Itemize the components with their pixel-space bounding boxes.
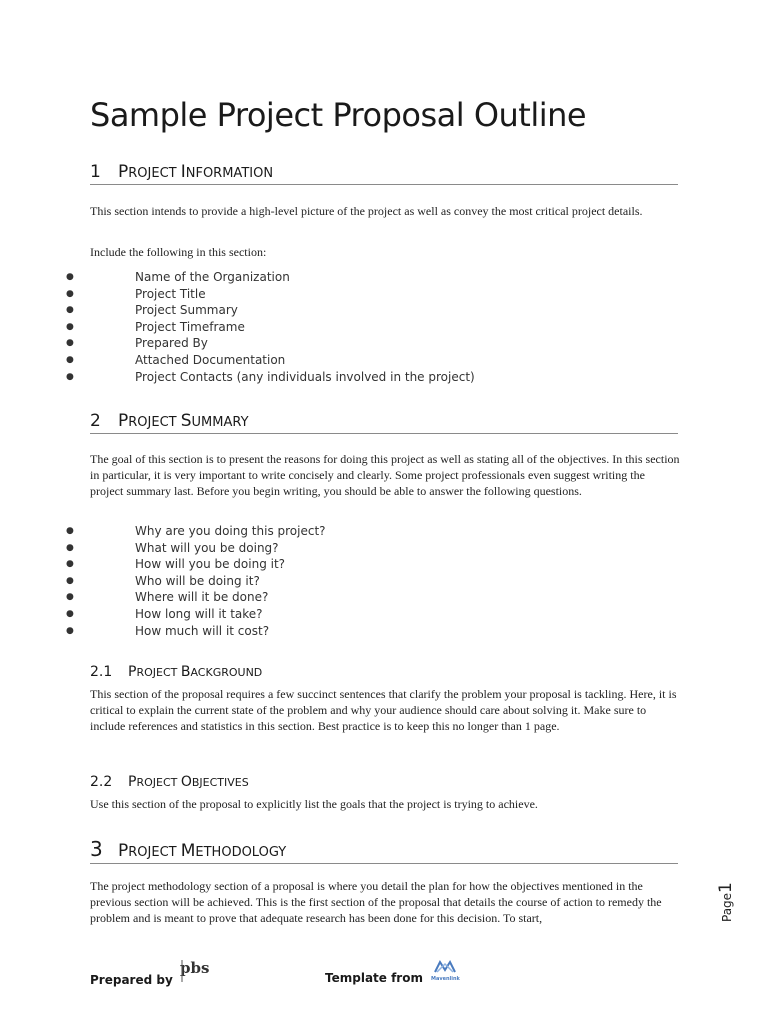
list-item: ● Prepared By <box>66 336 208 351</box>
document-title: Sample Project Proposal Outline <box>90 96 587 134</box>
heading-initial: S <box>180 411 192 431</box>
bullet-icon: ● <box>66 575 74 586</box>
list-item: ● How will you be doing it? <box>66 557 286 572</box>
heading-initial: P <box>128 774 137 790</box>
heading-smallcaps: UMMARY <box>191 415 249 430</box>
heading-smallcaps: BJECTIVES <box>191 776 249 789</box>
heading-initial: P <box>118 411 129 431</box>
heading-smallcaps: ROJECT <box>128 415 181 430</box>
heading-smallcaps: ROJECT <box>136 776 181 789</box>
list-item: ● Project Timeframe <box>66 319 245 334</box>
heading-initial: P <box>128 664 137 680</box>
pbs-logo <box>179 958 209 987</box>
bullet-icon: ● <box>66 321 74 332</box>
section-1-include: Include the following in this section: <box>90 245 267 259</box>
page-number-value: 1 <box>716 882 736 893</box>
list-item: ● Why are you doing this project? <box>66 524 326 538</box>
page-label: Page <box>720 892 734 922</box>
page-number <box>716 874 746 924</box>
footer-template-from <box>325 958 461 985</box>
heading-smallcaps: ETHODOLOGY <box>195 845 287 860</box>
heading-smallcaps: ROJECT <box>128 845 181 860</box>
heading-smallcaps: ACKGROUND <box>190 666 263 679</box>
heading-initial: P <box>118 162 129 182</box>
bullet-icon: ● <box>66 338 74 349</box>
bullet-icon: ● <box>66 608 74 619</box>
bullet-icon: ● <box>66 305 74 316</box>
list-item: ● Who will be doing it? <box>66 573 260 588</box>
footer-prepared-by <box>90 958 209 987</box>
section-2-2-text: Use this section of the proposal to explicitly list the goals that the project is trying to achieve. <box>90 797 538 811</box>
section-1-list <box>0 269 600 385</box>
list-item: ● Where will it be done? <box>66 590 269 605</box>
heading-initial: I <box>180 162 186 182</box>
section-2-1-heading <box>90 664 262 680</box>
section-number: 2 <box>90 411 101 431</box>
heading-initial: O <box>180 774 192 790</box>
bullet-icon: ● <box>66 272 74 282</box>
mavenlink-logo <box>429 958 461 985</box>
section-3-heading <box>90 837 678 864</box>
section-2-2-heading <box>90 774 249 790</box>
svg-text:pbs: pbs <box>179 959 209 977</box>
bullet-icon: ● <box>66 592 74 603</box>
section-3-text: The project methodology section of a proposal is where you detail the plan for how the objectives mentioned in the previous section will be achieved. This is the first section of the proposal that details the course of action to remedy the problem and is meant to prove that adequate research has been done for this decision. To start, <box>90 879 662 925</box>
section-2-1-text: This section of the proposal requires a few succinct sentences that clarify the problem your proposal is tackling. Here, it is critical to explain the current state of the problem and why your audience should care about solving it. Make sure to include references and statistics in this section. Best practice is to keep this no longer than 1 page. <box>90 687 677 733</box>
list-item: ● Project Summary <box>66 303 238 318</box>
section-2-list <box>0 523 600 639</box>
section-2-intro: The goal of this section is to present the reasons for doing this project as well as stating all of the objectives. In this section in particular, it is very important to write concisely and clearly. Some project professionals even suggest writing the project summary last. Before you begin writing, you should be able to answer the following questions. <box>90 452 680 498</box>
section-number: 2.2 <box>90 774 113 790</box>
section-number: 2.1 <box>90 664 113 680</box>
bullet-icon: ● <box>66 625 74 636</box>
heading-smallcaps: ROJECT <box>136 666 181 679</box>
svg-text:Mavenlink: Mavenlink <box>430 976 460 982</box>
section-1-intro: This section intends to provide a high-level picture of the project as well as convey the most critical project details. <box>90 204 643 218</box>
list-item: ● Project Contacts (any individuals involved in the project) <box>66 369 475 384</box>
list-item: ● Name of the Organization <box>66 270 290 284</box>
list-item: ● How much will it cost? <box>66 623 270 638</box>
list-item: ● What will you be doing? <box>66 540 279 555</box>
section-2-heading <box>90 411 678 434</box>
section-1-heading <box>90 162 678 185</box>
list-item: ● Attached Documentation <box>66 352 286 367</box>
list-item: ● Project Title <box>66 286 206 301</box>
bullet-icon: ● <box>66 371 74 382</box>
section-number: 1 <box>90 162 101 182</box>
bullet-icon: ● <box>66 542 74 553</box>
section-number: 3 <box>90 837 103 861</box>
list-item: ● How long will it take? <box>66 606 263 621</box>
heading-smallcaps: NFORMATION <box>185 166 274 181</box>
bullet-icon: ● <box>66 288 74 299</box>
heading-initial: P <box>118 841 129 861</box>
template-from-label: Template from <box>325 971 423 985</box>
heading-initial: M <box>180 841 196 861</box>
heading-initial: B <box>180 664 191 680</box>
bullet-icon: ● <box>66 526 74 536</box>
prepared-by-label: Prepared by <box>90 973 173 987</box>
bullet-icon: ● <box>66 559 74 570</box>
heading-smallcaps: ROJECT <box>128 166 181 181</box>
bullet-icon: ● <box>66 354 74 365</box>
